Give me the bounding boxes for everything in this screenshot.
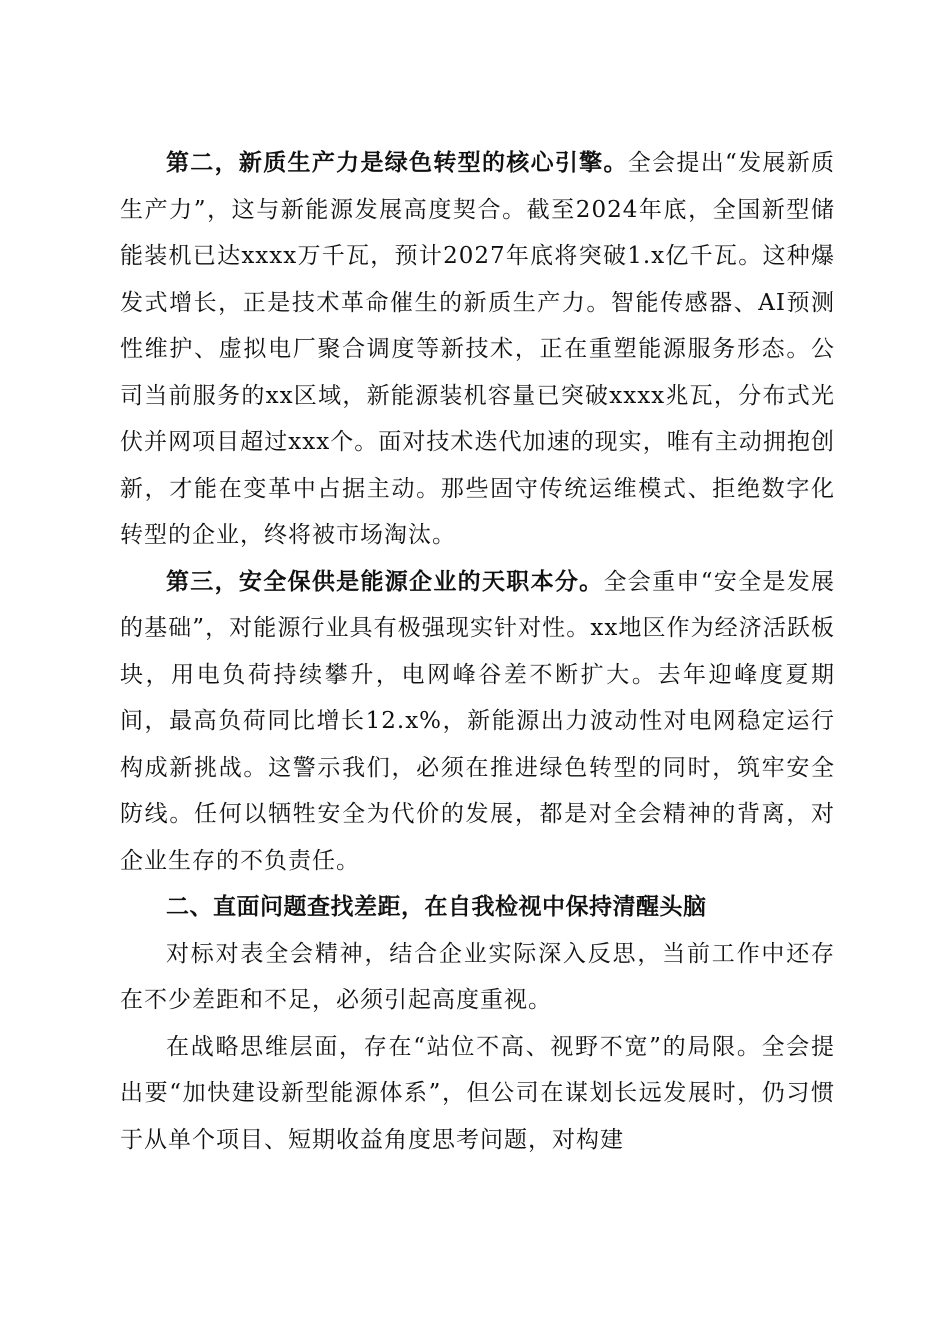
paragraph-energy-security — [120, 559, 835, 885]
paragraph-text: 全会重申“安全是发展的基础”，对能源行业具有极强现实针对性。xx地区作为经济活跃板块，用电负荷持续攀升，电网峰谷差不断扩大。去年迎峰度夏期间，最高负荷同比增长12.x%，新能源出力波动性对电网稳定运行构成新挑战。这警示我们，必须在推进绿色转型的同时，筑牢安全防线。任何以牺牲安全为代价的发展，都是对全会精神的背离，对企业生存的不负责任。 — [120, 568, 836, 874]
paragraph-strategic-thinking: 在战略思维层面，存在“站位不高、视野不宽”的局限。全会提出要“加快建设新型能源体系”，但公司在谋划长远发展时，仍习惯于从单个项目、短期收益角度思考问题，对构建 — [120, 1033, 835, 1153]
paragraph-lead: 第三，安全保供是能源企业的天职本分。 — [166, 567, 604, 595]
paragraph-lead: 第二，新质生产力是绿色转型的核心引擎。 — [166, 149, 628, 176]
section-heading: 二、直面问题查找差距，在自我检视中保持清醒头脑 — [166, 894, 707, 920]
document-body — [120, 140, 835, 1163]
paragraph-reflection: 对标对表全会精神，结合企业实际深入反思，当前工作中还存在不少差距和不足，必须引起高度重视。 — [120, 940, 835, 1013]
paragraph-text: 全会提出“发展新质生产力”，这与新能源发展高度契合。截至2024年底，全国新型储能装机已达xxxx万千瓦，预计2027年底将突破1.x亿千瓦。这种爆发式增长，正是技术革命催生的新质生产力。智能传感器、AI预测性维护、虚拟电厂聚合调度等新技术，正在重塑能源服务形态。公司当前服务的xx区域，新能源装机容量已突破xxxx兆瓦，分布式光伏并网项目超过xxx个。面对技术迭代加速的现实，唯有主动拥抱创新，才能在变革中占据主动。那些固守传统运维模式、拒绝数字化转型的企业，终将被市场淘汰。 — [120, 150, 835, 548]
paragraph-new-productivity — [120, 140, 835, 559]
